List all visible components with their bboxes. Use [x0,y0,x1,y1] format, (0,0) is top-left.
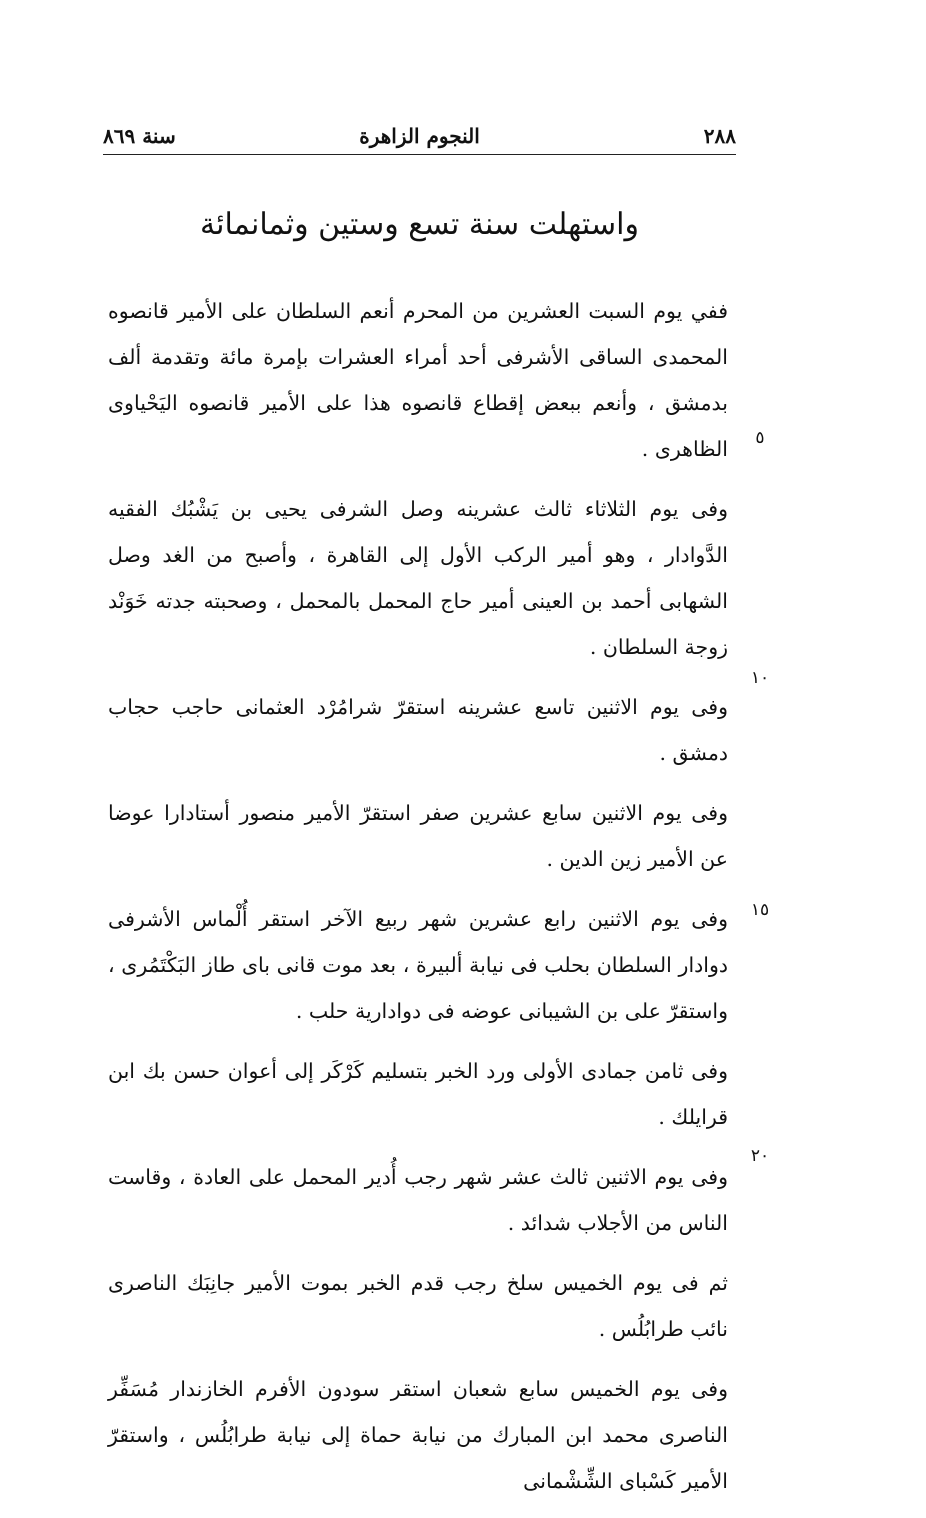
paragraph: وفى يوم الاثنين ثالث عشر شهر رجب أُدير المحمل على العادة ، وقاست الناس من الأجلاب شدائد . [108,1165,728,1235]
running-header [103,118,736,154]
paragraph: وفى ثامن جمادى الأولى ورد الخبر بتسليم كَرْكَر إلى أعوان حسن بك ابن قرايلك . [108,1059,728,1129]
paragraph: ثم فى يوم الخميس سلخ رجب قدم الخبر بموت الأمير جانِبَك الناصرى نائب طرابُلُس . [108,1271,728,1341]
book-title: النجوم الزاهرة [359,124,480,148]
body-text [108,288,728,1518]
paragraph: وفى يوم الاثنين رابع عشرين شهر ربيع الآخر استقر أُلْماس الأشرفى دوادار السلطان بحلب فى نيابة ألبيرة ، بعد موت قانى باى طاز البَكْتَمُرى ، واستقرّ على بن الشيبانى عوضه فى دوادارية حلب . [108,907,728,1023]
line-number-margin: ١٠ [750,668,770,688]
section-heading: واستهلت سنة تسع وستين وثمانمائة [200,207,639,242]
header-rule [103,154,736,155]
line-number-margin: ٥ [755,428,765,448]
paragraph: وفى يوم الخميس سابع شعبان استقر سودون الأفرم الخازندار مُسَفِّر الناصرى محمد ابن المبارك من نيابة حماة إلى نيابة طرابُلُس ، واستقرّ الأمير كَسْباى الشِّشْمانى [108,1377,728,1493]
paragraph: وفى يوم الاثنين سابع عشرين صفر استقرّ الأمير منصور أستادارا عوضا عن الأمير زين الدين . [108,801,728,871]
page-number: ٢٨٨ [703,124,736,148]
header-year: سنة ٨٦٩ [103,124,176,148]
paragraph: ففي يوم السبت العشرين من المحرم أنعم السلطان على الأمير قانصوه المحمدى الساقى الأشرفى أحد أمراء العشرات بإمرة مائة وتقدمة ألف بدمشق ، وأنعم ببعض إقطاع قانصوه هذا على الأمير قانصوه اليَحْياوى الظاهرى . [108,299,728,461]
paragraph: وفى يوم الاثنين تاسع عشرينه استقرّ شرامُرْد العثمانى حاجب حجاب دمشق . [108,695,728,765]
line-number-margin: ١٥ [750,900,770,920]
line-number-margin: ٢٠ [750,1146,770,1166]
paragraph: وفى يوم الثلاثاء ثالث عشرينه وصل الشرفى يحيى بن يَشْبُك الفقيه الدَّوادار ، وهو أمير الركب الأول إلى القاهرة ، وأصبح من الغد وصل الشهابى أحمد بن العينى أمير حاج المحمل بالمحمل ، وصحبته جدته خَوَنْد زوجة السلطان . [108,497,728,659]
